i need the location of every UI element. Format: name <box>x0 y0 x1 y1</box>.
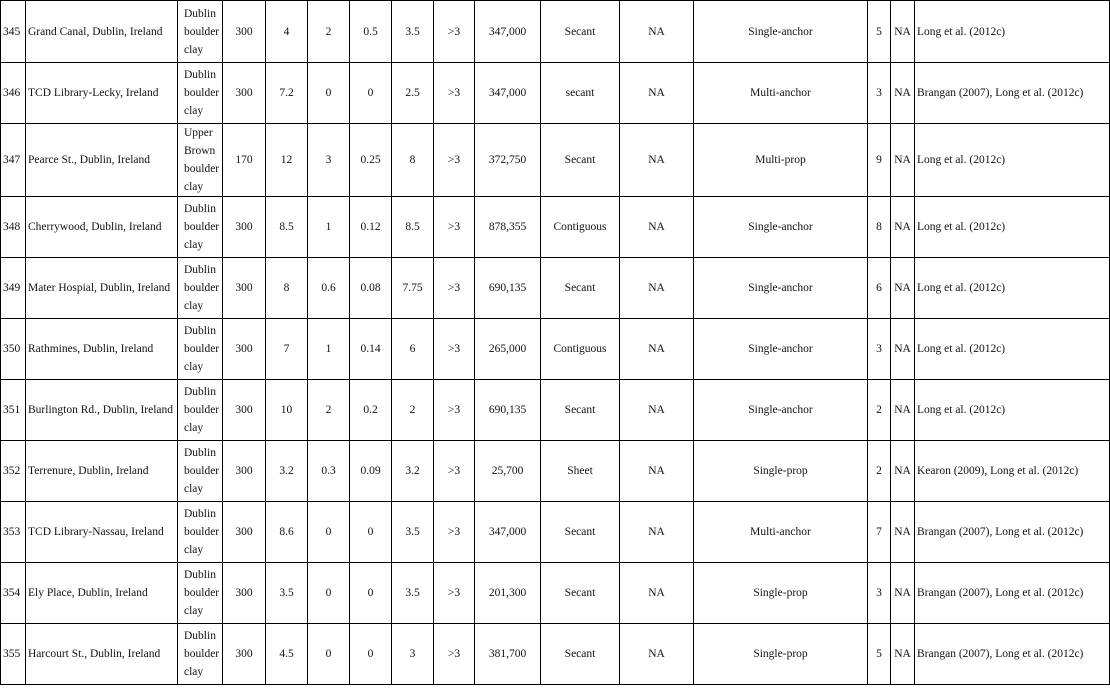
wall-type-cell: Secant <box>541 380 620 441</box>
count-cell: 2 <box>868 380 891 441</box>
soil-type-cell: Dublin boulder clay <box>178 258 223 319</box>
count-cell: 6 <box>868 258 891 319</box>
reference-cell: Long et al. (2012c) <box>915 258 1110 319</box>
site-location-cell: Grand Canal, Dublin, Ireland <box>26 1 178 63</box>
table-row <box>1 258 1110 319</box>
value-cell-3: 2 <box>308 380 350 441</box>
value-cell-1: 300 <box>223 624 266 685</box>
value-cell-3: 1 <box>308 197 350 258</box>
value-cell-4: 0 <box>350 563 392 624</box>
count-cell: 7 <box>868 502 891 563</box>
site-location-cell: TCD Library-Lecky, Ireland <box>26 63 178 124</box>
value-cell-3: 0 <box>308 624 350 685</box>
na-cell-1: NA <box>620 1 694 63</box>
value-cell-4: 0 <box>350 502 392 563</box>
value-cell-6: >3 <box>434 441 475 502</box>
support-type-cell: Multi-prop <box>694 124 868 197</box>
count-cell: 2 <box>868 441 891 502</box>
soil-type-cell: Upper Brown boulder clay <box>178 124 223 197</box>
table-row <box>1 624 1110 685</box>
na-cell-1: NA <box>620 563 694 624</box>
wall-type-cell: Contiguous <box>541 319 620 380</box>
value-cell-3: 0 <box>308 563 350 624</box>
site-location-cell: Rathmines, Dublin, Ireland <box>26 319 178 380</box>
support-type-cell: Single-anchor <box>694 258 868 319</box>
table-row <box>1 1 1110 63</box>
table-row <box>1 502 1110 563</box>
na-cell-1: NA <box>620 441 694 502</box>
value-cell-1: 300 <box>223 563 266 624</box>
value-cell-6: >3 <box>434 624 475 685</box>
reference-cell: Long et al. (2012c) <box>915 124 1110 197</box>
support-type-cell: Single-prop <box>694 563 868 624</box>
wall-type-cell: Sheet <box>541 441 620 502</box>
value-cell-2: 8.5 <box>266 197 308 258</box>
site-location-cell: Mater Hospial, Dublin, Ireland <box>26 258 178 319</box>
value-cell-1: 300 <box>223 319 266 380</box>
stiffness-cell: 347,000 <box>475 502 541 563</box>
count-cell: 8 <box>868 197 891 258</box>
case-number-cell: 353 <box>1 502 26 563</box>
value-cell-2: 3.2 <box>266 441 308 502</box>
value-cell-6: >3 <box>434 502 475 563</box>
value-cell-6: >3 <box>434 63 475 124</box>
value-cell-4: 0 <box>350 63 392 124</box>
na-cell-1: NA <box>620 124 694 197</box>
value-cell-5: 3.5 <box>392 563 434 624</box>
stiffness-cell: 265,000 <box>475 319 541 380</box>
reference-cell: Brangan (2007), Long et al. (2012c) <box>915 63 1110 124</box>
value-cell-1: 300 <box>223 258 266 319</box>
case-number-cell: 345 <box>1 1 26 63</box>
table-body <box>1 1 1110 685</box>
value-cell-3: 3 <box>308 124 350 197</box>
site-location-cell: Harcourt St., Dublin, Ireland <box>26 624 178 685</box>
stiffness-cell: 347,000 <box>475 1 541 63</box>
na-cell-1: NA <box>620 380 694 441</box>
value-cell-5: 3.5 <box>392 502 434 563</box>
stiffness-cell: 878,355 <box>475 197 541 258</box>
value-cell-6: >3 <box>434 258 475 319</box>
value-cell-6: >3 <box>434 563 475 624</box>
case-number-cell: 349 <box>1 258 26 319</box>
na-cell-2: NA <box>891 380 915 441</box>
support-type-cell: Single-prop <box>694 441 868 502</box>
na-cell-2: NA <box>891 563 915 624</box>
value-cell-4: 0.14 <box>350 319 392 380</box>
support-type-cell: Single-anchor <box>694 380 868 441</box>
value-cell-1: 300 <box>223 502 266 563</box>
na-cell-1: NA <box>620 258 694 319</box>
wall-type-cell: Secant <box>541 258 620 319</box>
value-cell-2: 7.2 <box>266 63 308 124</box>
value-cell-2: 7 <box>266 319 308 380</box>
soil-type-cell: Dublin boulder clay <box>178 380 223 441</box>
na-cell-1: NA <box>620 63 694 124</box>
value-cell-1: 300 <box>223 197 266 258</box>
value-cell-4: 0.5 <box>350 1 392 63</box>
count-cell: 5 <box>868 624 891 685</box>
case-number-cell: 354 <box>1 563 26 624</box>
value-cell-5: 8.5 <box>392 197 434 258</box>
value-cell-1: 300 <box>223 63 266 124</box>
wall-type-cell: Secant <box>541 563 620 624</box>
stiffness-cell: 372,750 <box>475 124 541 197</box>
support-type-cell: Single-prop <box>694 624 868 685</box>
table-row <box>1 441 1110 502</box>
count-cell: 5 <box>868 1 891 63</box>
soil-type-cell: Dublin boulder clay <box>178 1 223 63</box>
stiffness-cell: 347,000 <box>475 63 541 124</box>
value-cell-3: 0.6 <box>308 258 350 319</box>
table-row <box>1 319 1110 380</box>
case-number-cell: 351 <box>1 380 26 441</box>
value-cell-4: 0.12 <box>350 197 392 258</box>
value-cell-2: 4.5 <box>266 624 308 685</box>
value-cell-5: 8 <box>392 124 434 197</box>
value-cell-5: 3.2 <box>392 441 434 502</box>
table-row <box>1 563 1110 624</box>
soil-type-cell: Dublin boulder clay <box>178 319 223 380</box>
value-cell-3: 1 <box>308 319 350 380</box>
value-cell-4: 0.09 <box>350 441 392 502</box>
value-cell-5: 6 <box>392 319 434 380</box>
value-cell-3: 2 <box>308 1 350 63</box>
stiffness-cell: 25,700 <box>475 441 541 502</box>
value-cell-4: 0.08 <box>350 258 392 319</box>
na-cell-1: NA <box>620 319 694 380</box>
reference-cell: Brangan (2007), Long et al. (2012c) <box>915 502 1110 563</box>
support-type-cell: Single-anchor <box>694 319 868 380</box>
site-location-cell: Terrenure, Dublin, Ireland <box>26 441 178 502</box>
reference-cell: Long et al. (2012c) <box>915 380 1110 441</box>
value-cell-4: 0.2 <box>350 380 392 441</box>
na-cell-2: NA <box>891 624 915 685</box>
value-cell-2: 8 <box>266 258 308 319</box>
soil-type-cell: Dublin boulder clay <box>178 197 223 258</box>
site-location-cell: Cherrywood, Dublin, Ireland <box>26 197 178 258</box>
case-number-cell: 352 <box>1 441 26 502</box>
na-cell-2: NA <box>891 258 915 319</box>
value-cell-5: 2.5 <box>392 63 434 124</box>
na-cell-2: NA <box>891 63 915 124</box>
na-cell-2: NA <box>891 197 915 258</box>
wall-type-cell: Secant <box>541 1 620 63</box>
value-cell-4: 0 <box>350 624 392 685</box>
na-cell-2: NA <box>891 1 915 63</box>
value-cell-5: 7.75 <box>392 258 434 319</box>
na-cell-2: NA <box>891 124 915 197</box>
value-cell-1: 300 <box>223 380 266 441</box>
value-cell-3: 0.3 <box>308 441 350 502</box>
value-cell-2: 10 <box>266 380 308 441</box>
site-location-cell: Ely Place, Dublin, Ireland <box>26 563 178 624</box>
wall-type-cell: Secant <box>541 502 620 563</box>
site-location-cell: TCD Library-Nassau, Ireland <box>26 502 178 563</box>
support-type-cell: Multi-anchor <box>694 502 868 563</box>
stiffness-cell: 381,700 <box>475 624 541 685</box>
support-type-cell: Multi-anchor <box>694 63 868 124</box>
value-cell-1: 170 <box>223 124 266 197</box>
value-cell-2: 4 <box>266 1 308 63</box>
na-cell-2: NA <box>891 319 915 380</box>
soil-type-cell: Dublin boulder clay <box>178 63 223 124</box>
table-row <box>1 380 1110 441</box>
value-cell-3: 0 <box>308 63 350 124</box>
case-number-cell: 348 <box>1 197 26 258</box>
wall-type-cell: Secant <box>541 124 620 197</box>
reference-cell: Brangan (2007), Long et al. (2012c) <box>915 563 1110 624</box>
value-cell-1: 300 <box>223 441 266 502</box>
site-location-cell: Pearce St., Dublin, Ireland <box>26 124 178 197</box>
na-cell-1: NA <box>620 502 694 563</box>
value-cell-2: 8.6 <box>266 502 308 563</box>
value-cell-2: 3.5 <box>266 563 308 624</box>
case-number-cell: 350 <box>1 319 26 380</box>
reference-cell: Kearon (2009), Long et al. (2012c) <box>915 441 1110 502</box>
support-type-cell: Single-anchor <box>694 197 868 258</box>
stiffness-cell: 201,300 <box>475 563 541 624</box>
value-cell-5: 3 <box>392 624 434 685</box>
case-number-cell: 346 <box>1 63 26 124</box>
value-cell-2: 12 <box>266 124 308 197</box>
soil-type-cell: Dublin boulder clay <box>178 624 223 685</box>
soil-type-cell: Dublin boulder clay <box>178 502 223 563</box>
reference-cell: Brangan (2007), Long et al. (2012c) <box>915 624 1110 685</box>
value-cell-6: >3 <box>434 124 475 197</box>
count-cell: 3 <box>868 563 891 624</box>
case-number-cell: 355 <box>1 624 26 685</box>
value-cell-6: >3 <box>434 319 475 380</box>
table-row <box>1 63 1110 124</box>
na-cell-1: NA <box>620 197 694 258</box>
count-cell: 3 <box>868 319 891 380</box>
value-cell-6: >3 <box>434 197 475 258</box>
reference-cell: Long et al. (2012c) <box>915 1 1110 63</box>
na-cell-1: NA <box>620 624 694 685</box>
count-cell: 9 <box>868 124 891 197</box>
na-cell-2: NA <box>891 502 915 563</box>
value-cell-6: >3 <box>434 1 475 63</box>
value-cell-1: 300 <box>223 1 266 63</box>
reference-cell: Long et al. (2012c) <box>915 319 1110 380</box>
site-location-cell: Burlington Rd., Dublin, Ireland <box>26 380 178 441</box>
wall-type-cell: Contiguous <box>541 197 620 258</box>
wall-type-cell: Secant <box>541 624 620 685</box>
soil-type-cell: Dublin boulder clay <box>178 563 223 624</box>
value-cell-5: 3.5 <box>392 1 434 63</box>
wall-type-cell: secant <box>541 63 620 124</box>
table-row <box>1 124 1110 197</box>
value-cell-6: >3 <box>434 380 475 441</box>
value-cell-4: 0.25 <box>350 124 392 197</box>
stiffness-cell: 690,135 <box>475 258 541 319</box>
case-number-cell: 347 <box>1 124 26 197</box>
soil-type-cell: Dublin boulder clay <box>178 441 223 502</box>
count-cell: 3 <box>868 63 891 124</box>
value-cell-3: 0 <box>308 502 350 563</box>
table-row <box>1 197 1110 258</box>
stiffness-cell: 690,135 <box>475 380 541 441</box>
na-cell-2: NA <box>891 441 915 502</box>
reference-cell: Long et al. (2012c) <box>915 197 1110 258</box>
value-cell-5: 2 <box>392 380 434 441</box>
support-type-cell: Single-anchor <box>694 1 868 63</box>
